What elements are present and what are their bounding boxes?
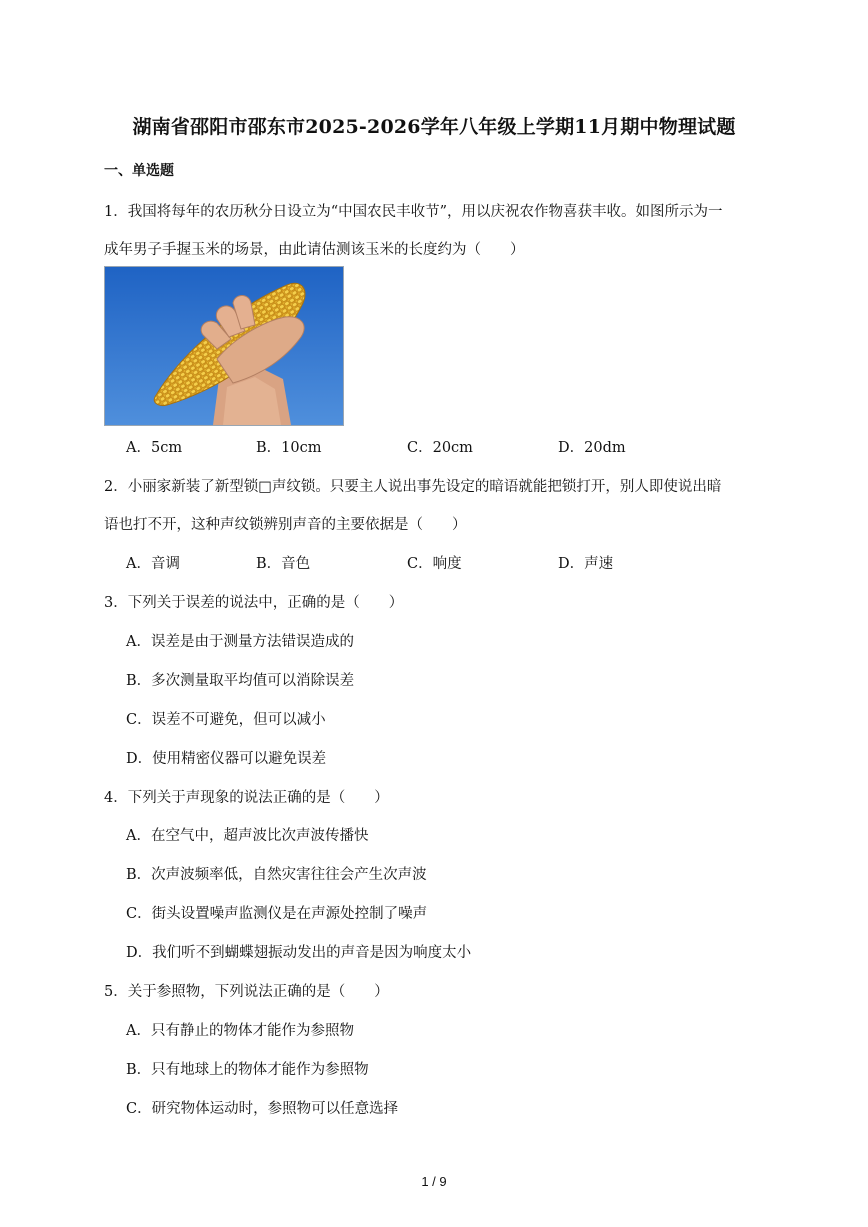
section-heading: 一、单选题 <box>104 163 174 179</box>
q4-option-a: A．在空气中，超声波比次声波传播快 <box>126 828 369 844</box>
q5-option-c: C．研究物体运动时，参照物可以任意选择 <box>126 1101 399 1117</box>
q5-stem: 5．关于参照物，下列说法正确的是（ ） <box>104 984 389 1000</box>
page-title: 湖南省邵阳市邵东市2025-2026学年八年级上学期11月期中物理试题 <box>132 116 736 138</box>
q1-option-c: C．20cm <box>407 440 473 456</box>
q1-option-b: B．10cm <box>256 440 322 456</box>
q2-option-d: D．声速 <box>558 556 614 572</box>
q4-option-c: C．街头设置噪声监测仪是在声源处控制了噪声 <box>126 906 428 922</box>
q2-option-a: A．音调 <box>126 556 180 572</box>
q4-option-b: B．次声波频率低，自然灾害往往会产生次声波 <box>126 867 427 883</box>
q4-option-d: D．我们听不到蝴蝶翅振动发出的声音是因为响度太小 <box>126 945 472 961</box>
q3-option-a: A．误差是由于测量方法错误造成的 <box>126 634 354 650</box>
q3-option-c: C．误差不可避免，但可以减小 <box>126 712 326 728</box>
page-number: 1 / 9 <box>421 1174 447 1189</box>
q2-stem-line1: 2．小丽家新装了新型锁□声纹锁。只要主人说出事先设定的暗语就能把锁打开，别人即使说出暗 <box>104 479 722 495</box>
q1-stem-line1: 1．我国将每年的农历秋分日设立为“中国农民丰收节”，用以庆祝农作物喜获丰收。如图所示为一 <box>104 204 723 220</box>
q3-option-b: B．多次测量取平均值可以消除误差 <box>126 673 355 689</box>
q3-stem: 3．下列关于误差的说法中，正确的是（ ） <box>104 595 404 611</box>
q2-option-c: C．响度 <box>407 556 462 572</box>
q1-stem-line2: 成年男子手握玉米的场景，由此请估测该玉米的长度约为（ ） <box>104 242 525 258</box>
q2-stem-line2: 语也打不开，这种声纹锁辨别声音的主要依据是（ ） <box>104 517 467 533</box>
q3-option-d: D．使用精密仪器可以避免误差 <box>126 751 327 767</box>
q1-option-a: A．5cm <box>126 440 183 456</box>
q5-option-a: A．只有静止的物体才能作为参照物 <box>126 1023 354 1039</box>
q4-stem: 4．下列关于声现象的说法正确的是（ ） <box>104 790 389 806</box>
corn-photo <box>104 266 344 426</box>
q2-option-b: B．音色 <box>256 556 311 572</box>
q1-option-d: D．20dm <box>558 440 626 456</box>
q5-option-b: B．只有地球上的物体才能作为参照物 <box>126 1062 369 1078</box>
